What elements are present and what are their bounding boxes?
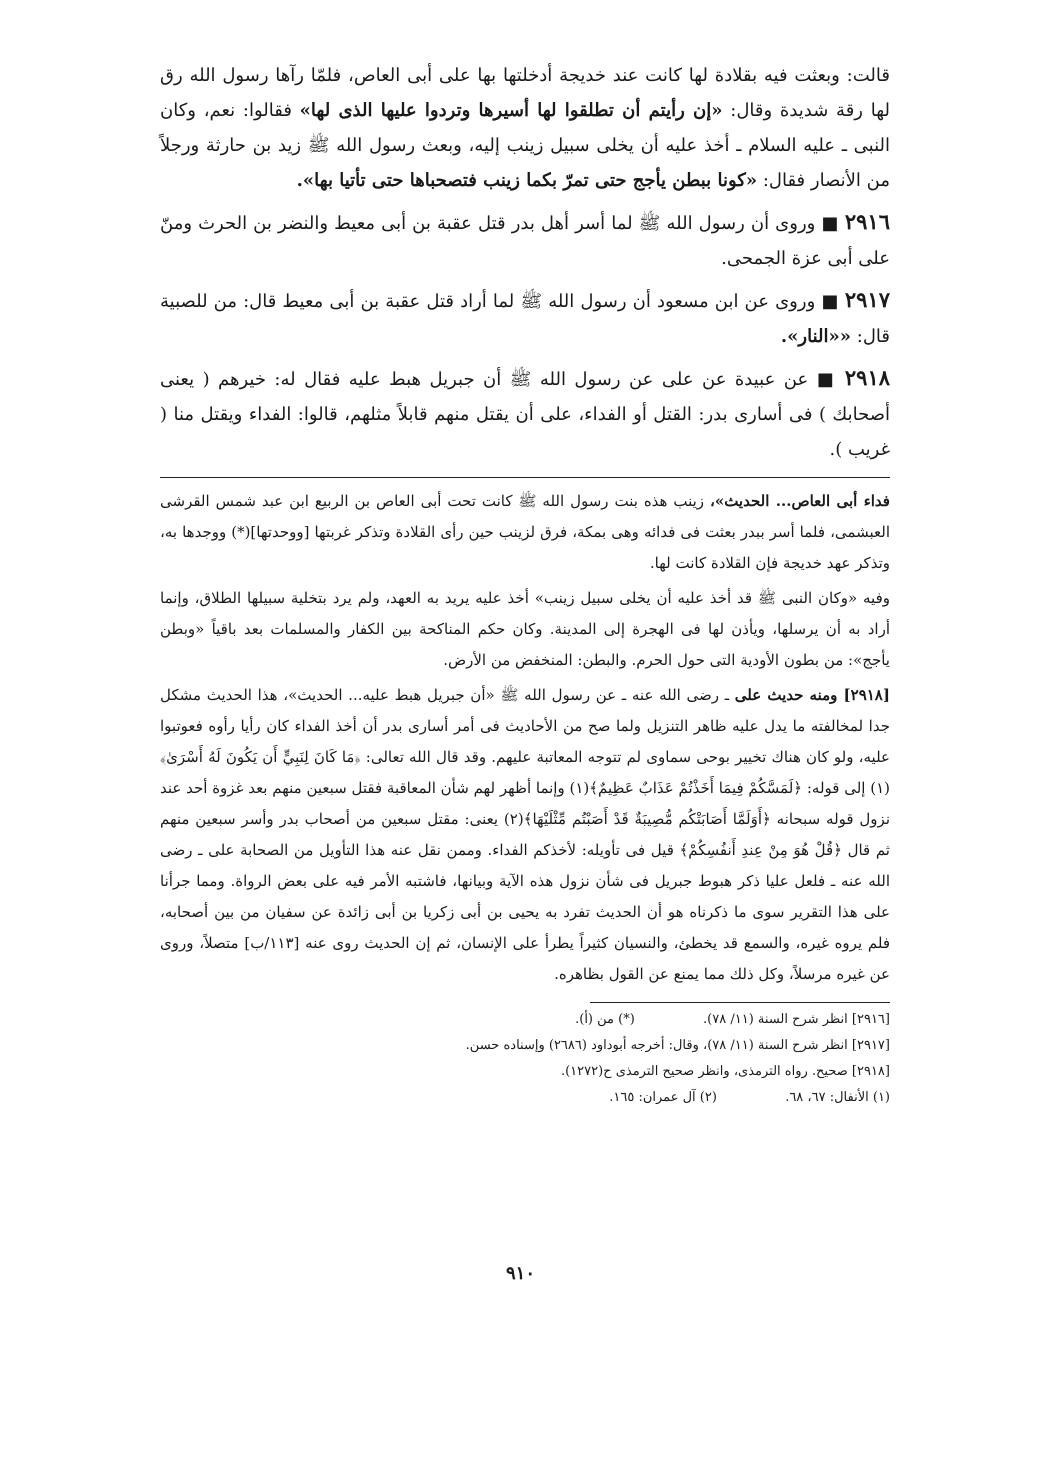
hadith-number: ٢٩١٧ <box>844 287 890 312</box>
hadith-2917: ٢٩١٧ ■ وروى عن ابن مسعود أن رسول الله ﷺ لما أراد قتل عقبة بن أبى معيط قال: من للصبية قال: ««النار». <box>160 287 890 347</box>
footnote-divider <box>590 1002 890 1003</box>
footnote: (١) الأنفال: ٦٧، ٦٨. (٢) آل عمران: ١٦٥. <box>609 1090 890 1105</box>
section-divider <box>160 477 890 478</box>
main-text <box>160 58 890 467</box>
page-body <box>160 58 890 1111</box>
prophet-quote: «كونا ببطن يأجج حتى تمرّ بكما زينب فتصحباها حتى تأتيا بها». <box>296 170 758 191</box>
hadith-number: ٢٩١٦ <box>844 209 890 234</box>
hadith-2918: ٢٩١٨ ■ عن عبيدة عن على عن رسول الله ﷺ أن جبريل هبط عليه فقال له: خيرهم ( يعنى أصحابك ) فى أسارى بدر: القتل أو الفداء، على أن يقتل منهم قابلاً مثلهم، قالوا: الفداء ويقتل منا ( غريب ). <box>160 365 891 460</box>
commentary-paragraph-1: فداء أبى العاص... الحديث»، زينب هذه بنت رسول الله ﷺ كانت تحت أبى العاص بن الربيع ابن عبد شمس القرشى العبشمى، فلما أسر ببدر بعثت فى فدائه وهى بمكة، فرق لزينب حين رأى القلادة وتذكر غربتها [ووحدتها](*) ووجدها به، وتذكر عهد خديجة فإن القلادة كانت لها. <box>160 492 890 572</box>
prophet-quote: «إن رأيتم أن تطلقوا لها أسيرها وتردوا عليها الذى لها» <box>299 100 723 121</box>
commentary-paragraph-2: وفيه «وكان النبى ﷺ قد أخذ عليه أن يخلى سبيل زينب» أخذ عليه يريد به العهد، ولم يرد بتخلية سبيلها الطلاق، وإنما أراد به أن يرسلها، ويأذن لها فى الهجرة إلى المدينة. وكان حكم المناكحة بين الكفار والمسلمات بعد باقياً «وبطن يأجج»: من بطون الأودية التى حول الحرم. والبطن: المنخفض من الأرض. <box>160 589 890 669</box>
footnote: [٢٩١٨] صحيح. رواه الترمذى، وانظر صحيح الترمذى ح(١٢٧٢). <box>560 1064 890 1079</box>
page-number: ٩١٠ <box>505 1263 535 1284</box>
commentary-paragraph-3: [٢٩١٨] ومنه حديث على ـ رضى الله عنه ـ عن رسول الله ﷺ «أن جبريل هبط عليه... الحديث»، هذا الحديث مشكل جدا لمخالفته ما يدل عليه ظاهر التنزيل ولما صح من الأحاديث فى أمر أسارى بدر أن أخذ الفداء كان رأيا رأوه فعوتبوا عليه، ولو كان هناك تخيير بوحى سماوى لم تتوجه المعاتبة عليهم. وقد قال الله تعالى: ﴿مَا كَانَ لِنَبِيٍّ أَن يَكُونَ لَهُ أَسْرَىٰ﴾(١) إلى قوله: ﴿لَمَسَّكُمْ فِيمَا أَخَذْتُمْ عَذَابٌ عَظِيمٌ﴾(١) وإنما أظهر لهم شأن المعاقبة فقتل سبعين منهم بعد غزوة أحد عند نزول قوله سبحانه ﴿أَوَلَمَّا أَصَابَتْكُم مُّصِيبَةٌ قَدْ أَصَبْتُم مِّثْلَيْهَا﴾(٢) يعنى: مقتل سبعين من أصحاب بدر وأسر سبعين منهم ثم قال ﴿قُلْ هُوَ مِنْ عِندِ أَنفُسِكُمْ﴾ قيل فى تأويله: لأخذكم الفداء. وممن نقل عنه هذا التأويل من الصحابة على ـ رضى الله عنه ـ فلعل عليا ذكر هبوط جبريل فى شأن نزول هذه الآية وبيانها، فاشتبه الأمر فيه على بعض الرواة. ومما جرأنا على هذا التقرير سوى ما ذكرناه هو أن الحديث تفرد به يحيى بن أبى زكريا بن أبى زائدة عن سفيان من بين أصحابه، فلم يروه غيره، والسمع قد يخطئ، والنسيان كثيراً يطرأ على الإنسان، ثم إن الحديث روى عنه [١١٣/ب] متصلاً، وروى عن غيره مرسلاً، وكل ذلك مما يمنع عن القول بظاهره. <box>160 686 891 983</box>
footnote: [٢٩١٦] انظر شرح السنة (١١/ ٧٨). (*) من (أ). <box>575 1012 890 1027</box>
footnote: [٢٩١٧] انظر شرح السنة (١١/ ٧٨)، وقال: أخرجه أبوداود (٢٦٨٦) وإسناده حسن. <box>465 1038 890 1053</box>
hadith-number: ٢٩١٨ <box>844 365 891 390</box>
main-paragraph-1: قالت: وبعثت فيه بقلادة لها كانت عند خديجة أدخلتها بها على أبى العاص، فلمّا رآها رسول الله رق لها رقة شديدة وقال: «إن رأيتم أن تطلقوا لها أسيرها وتردوا عليها الذى لها» فقالوا: نعم، وكان النبى ـ عليه السلام ـ أخذ عليه أن يخلى سبيل زينب إليه، وبعث رسول الله ﷺ زيد بن حارثة ورجلاً من الأنصار فقال: «كونا ببطن يأجج حتى تمرّ بكما زينب فتصحباها حتى تأتيا بها». <box>160 65 890 191</box>
commentary <box>160 486 890 990</box>
footnotes <box>160 1007 890 1111</box>
hadith-2916: ٢٩١٦ ■ وروى أن رسول الله ﷺ لما أسر أهل بدر قتل عقبة بن أبى معيط والنضر بن الحرث ومنّ على أبى عزة الجمحى. <box>160 209 890 269</box>
